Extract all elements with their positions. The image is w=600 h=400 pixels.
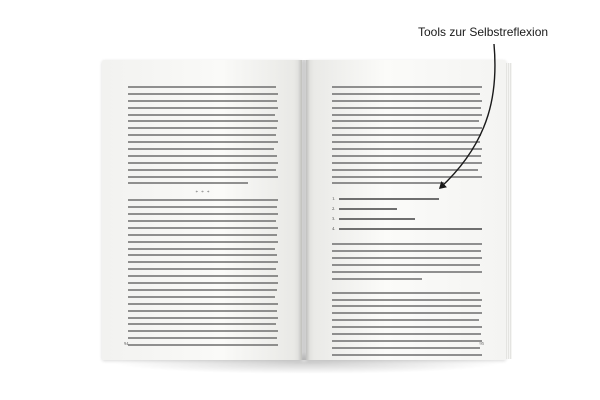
callout-label: Tools zur Selbstreflexion bbox=[418, 25, 549, 39]
question-number: 1. bbox=[332, 196, 336, 202]
left-page-number: 94 bbox=[124, 341, 129, 346]
question-number: 3. bbox=[332, 216, 336, 222]
scene-break: * * * bbox=[195, 191, 211, 197]
question-number: 2. bbox=[332, 206, 336, 212]
question-number: 4. bbox=[332, 226, 336, 232]
right-page-number: 95 bbox=[479, 341, 484, 346]
arrow-path bbox=[440, 44, 495, 188]
